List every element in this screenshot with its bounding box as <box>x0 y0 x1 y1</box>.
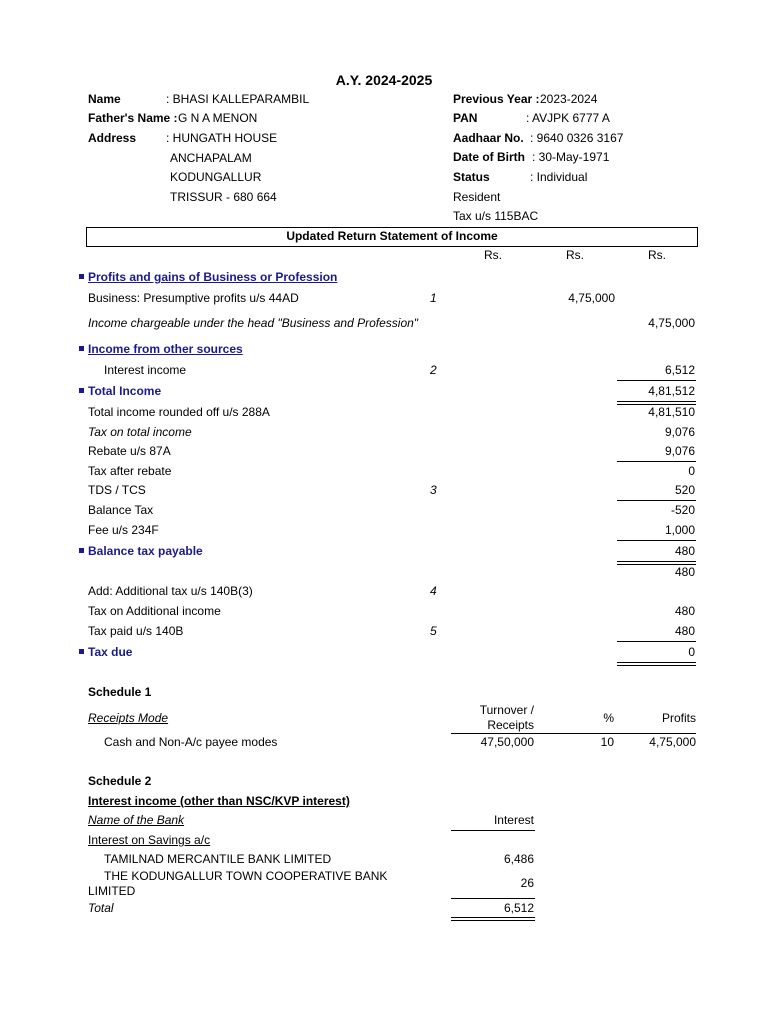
status-label: Status <box>453 170 490 184</box>
rounded-income-amount: 4,81,510 <box>648 405 695 419</box>
balance-payable-amount: 480 <box>674 544 695 558</box>
aadhaar-value: : 9640 0326 3167 <box>530 131 624 145</box>
rule <box>451 733 696 734</box>
rule <box>617 540 696 541</box>
balance-payable-carried: 480 <box>674 565 695 579</box>
total-income-label: Total Income <box>88 384 162 398</box>
tds-tcs-label: TDS / TCS <box>88 483 146 497</box>
col-header-2: Rs. <box>566 248 584 262</box>
father-name-value: G N A MENON <box>178 111 258 125</box>
col-header-1: Rs. <box>484 248 502 262</box>
rule <box>617 380 696 381</box>
address-line-1: : HUNGATH HOUSE <box>166 131 278 145</box>
interest-income-label: Interest income <box>104 363 187 377</box>
page-title: A.Y. 2024-2025 <box>335 72 433 88</box>
schedule-2-title: Schedule 2 <box>88 774 152 788</box>
bullet-icon <box>79 388 84 393</box>
rule <box>451 830 535 831</box>
tds-tcs-amount: 520 <box>674 483 695 497</box>
additional-tax-label: Add: Additional tax u/s 140B(3) <box>88 584 253 598</box>
turnover-header-line-2: Receipts <box>487 718 534 732</box>
schedule-2-total-amount: 6,512 <box>503 901 534 915</box>
other-sources-heading: Income from other sources <box>88 342 243 356</box>
double-rule <box>451 917 535 921</box>
business-amount: 4,75,000 <box>568 291 615 305</box>
residential-status: Resident <box>453 190 501 204</box>
rule <box>617 461 696 462</box>
dob-label: Date of Birth <box>453 150 525 164</box>
business-heading: Profits and gains of Business or Profession <box>88 270 338 284</box>
pan-label: PAN <box>453 111 478 125</box>
bullet-icon <box>79 649 84 654</box>
previous-year-label: Previous Year : <box>453 92 540 106</box>
father-name-label: Father's Name : <box>88 111 178 125</box>
address-line-3: KODUNGALLUR <box>170 170 262 184</box>
rebate-amount: 9,076 <box>664 444 695 458</box>
statement-title: Updated Return Statement of Income <box>286 229 498 243</box>
business-note: 1 <box>430 291 437 305</box>
tax-paid-amount: 480 <box>674 624 695 638</box>
name-label: Name <box>88 92 121 106</box>
additional-note: 4 <box>430 584 437 598</box>
schedule-1-row-profits: 4,75,000 <box>649 735 696 749</box>
balance-tax-label: Balance Tax <box>88 503 154 517</box>
tax-paid-label: Tax paid u/s 140B <box>88 624 184 638</box>
rule <box>617 500 696 501</box>
fee-234f-label: Fee u/s 234F <box>88 523 159 537</box>
total-income-amount: 4,81,512 <box>648 384 695 398</box>
balance-tax-amount: -520 <box>670 503 695 517</box>
bullet-icon <box>79 274 84 279</box>
bank-2-name-line-1: THE KODUNGALLUR TOWN COOPERATIVE BANK <box>104 869 388 883</box>
percent-header: % <box>603 711 614 725</box>
address-label: Address <box>88 131 137 145</box>
tax-total-income-amount: 9,076 <box>664 425 695 439</box>
dob-value: : 30-May-1971 <box>532 150 610 164</box>
rule <box>451 898 535 899</box>
business-head-amount: 4,75,000 <box>648 316 695 330</box>
interest-header: Interest <box>493 813 534 827</box>
address-line-4: TRISSUR - 680 664 <box>170 190 277 204</box>
schedule-1-title: Schedule 1 <box>88 685 152 699</box>
bullet-icon <box>79 548 84 553</box>
schedule-1-row-turnover: 47,50,000 <box>480 735 534 749</box>
bank-name-header: Name of the Bank <box>88 813 185 827</box>
address-line-2: ANCHAPALAM <box>170 151 252 165</box>
tax-total-income-label: Tax on total income <box>88 425 192 439</box>
rebate-label: Rebate u/s 87A <box>88 444 171 458</box>
schedule-1-row-label: Cash and Non-A/c payee modes <box>104 735 278 749</box>
previous-year-value: 2023-2024 <box>540 92 598 106</box>
tax-due-label: Tax due <box>88 645 133 659</box>
interest-income-amount: 6,512 <box>664 363 695 377</box>
profits-header: Profits <box>661 711 696 725</box>
bank-2-amount: 26 <box>520 876 534 890</box>
business-head-label: Income chargeable under the head "Business and Profession" <box>88 316 419 330</box>
tax-due-amount: 0 <box>688 645 695 659</box>
schedule-2-subtitle: Interest income (other than NSC/KVP interest) <box>88 794 350 808</box>
rounded-income-label: Total income rounded off u/s 288A <box>88 405 270 419</box>
name-value: : BHASI KALLEPARAMBIL <box>166 92 310 106</box>
schedule-1-row-percent: 10 <box>600 735 614 749</box>
tax-additional-income-amount: 480 <box>674 604 695 618</box>
savings-interest-label: Interest on Savings a/c <box>88 833 211 847</box>
tax-after-rebate-amount: 0 <box>688 464 695 478</box>
receipts-mode-header: Receipts Mode <box>88 711 169 725</box>
aadhaar-label: Aadhaar No. <box>453 131 524 145</box>
tax-additional-income-label: Tax on Additional income <box>88 604 221 618</box>
bullet-icon <box>79 346 84 351</box>
interest-note: 2 <box>430 363 437 377</box>
tax-paid-note: 5 <box>430 624 437 638</box>
fee-234f-amount: 1,000 <box>664 523 695 537</box>
tax-after-rebate-label: Tax after rebate <box>88 464 172 478</box>
status-value: : Individual <box>530 170 588 184</box>
col-header-3: Rs. <box>648 248 666 262</box>
bank-1-name: TAMILNAD MERCANTILE BANK LIMITED <box>104 852 332 866</box>
pan-value: : AVJPK 6777 A <box>526 111 610 125</box>
tds-note: 3 <box>430 483 437 497</box>
tax-regime: Tax u/s 115BAC <box>453 209 539 223</box>
schedule-2-total-label: Total <box>88 901 114 915</box>
bank-2-name-line-2: LIMITED <box>88 884 136 898</box>
balance-payable-label: Balance tax payable <box>88 544 203 558</box>
bank-1-amount: 6,486 <box>503 852 534 866</box>
double-rule <box>617 662 696 666</box>
rule <box>617 641 696 642</box>
turnover-header-line-1: Turnover / <box>479 703 534 717</box>
business-item-label: Business: Presumptive profits u/s 44AD <box>88 291 299 305</box>
